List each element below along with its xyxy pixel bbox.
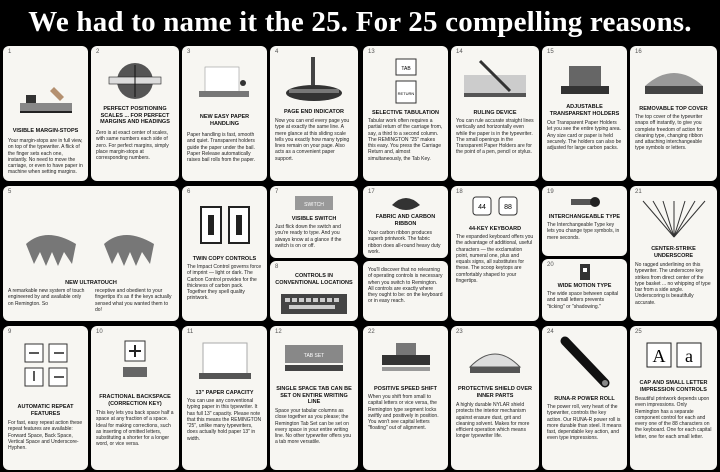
- card-body: Just flick down the switch and you're ready to type. And you always know at a glance if the switch is on or off.: [275, 224, 342, 249]
- feature-card-5: [3, 186, 179, 321]
- feature-card-16: [630, 46, 717, 181]
- feature-card-21: [630, 186, 717, 321]
- card-body: The expanded keyboard offers you the advantage of additional, useful characters — the exclamation point, numeral one, plus and equals signs, all substitutes for these. The scoop keytops are comfortably shaped to your fingertips.: [456, 234, 534, 285]
- card-number: 21: [635, 189, 642, 195]
- card-number: 1: [8, 49, 12, 55]
- feature-card-11: [182, 326, 267, 470]
- card-number: 22: [368, 329, 375, 335]
- card-body: The power roll, very heart of the typewriter, controls the key action. Our RUNA-R power roll is more durable than steel. It means fast, dependable key action, and even type impressions.: [547, 404, 622, 442]
- card-title: ADJUSTABLE TRANSPARENT HOLDERS: [549, 104, 620, 117]
- feature-card-8: [270, 261, 358, 321]
- small-letter-sample: a: [684, 346, 693, 366]
- card-number: 23: [456, 329, 463, 335]
- speed-shift-illustration: [363, 336, 448, 384]
- paper-capacity-illustration: [182, 340, 267, 386]
- key-88-label: 88: [504, 204, 512, 211]
- card-title: PAGE END INDICATOR: [284, 109, 344, 115]
- capital-letter-sample: A: [652, 346, 665, 366]
- card-body: The Interchangeable Type key lets you change type symbols, in mere seconds.: [547, 222, 620, 241]
- feature-card-18: [451, 186, 539, 321]
- card-body-right: receptive and obedient to your fingertips it's as if the keys actually sensed what you wanted them to do!: [95, 288, 172, 313]
- feature-card-3: [182, 46, 267, 181]
- card-body: This key lets you back space half a space at any fraction of a space. Ideal for making corrections, such as inserting of omitted letters, substituting a shorter for a longer word, or vice versa.: [96, 410, 174, 448]
- card-number: 24: [547, 329, 554, 335]
- paper-handling-illustration: [182, 60, 267, 110]
- card-body: Beautiful printwork depends upon even impressions. Only Remington has a separate component control for each and every one of the 88 characters on the keyboard. One for each capital letter, one for each small letter.: [635, 396, 712, 440]
- card-body: Your margin-stops are in full view, on top of the typewriter. A flick of the finger sets each one, instantly. No need to move the carriage, or even to have paper in machine when setting margins.: [8, 138, 83, 176]
- tab-set-illustration: [270, 334, 358, 380]
- card-body: For fast, easy repeat action these repeat features are available: Forward Space, Back Space, Vertical Space and Underscore-Hyphen.: [8, 420, 83, 452]
- feature-card-2: [91, 46, 179, 181]
- card-number: 7: [275, 189, 279, 195]
- feature-card-4: [270, 46, 358, 181]
- keyboard-keys-illustration: [451, 190, 539, 224]
- card-number: 14: [456, 49, 463, 55]
- card-title: FABRIC AND CARBON RIBBON: [375, 214, 436, 227]
- top-cover-illustration: [630, 58, 717, 102]
- headline: We had to name it the 25. For 25 compelling reasons.: [28, 5, 692, 38]
- card-body: When you shift from small to capital letters or vice versa, the Remington type segment locks swiftly and positively in position. You won't see capital letters "floating" out of alignment.: [368, 394, 439, 432]
- card-number: 20: [547, 262, 554, 268]
- card-title: NEW EASY PAPER HANDLING: [199, 114, 250, 127]
- card-title: WIDE MOTION TYPE: [557, 283, 612, 289]
- card-title: INTERCHANGEABLE TYPE: [548, 214, 621, 220]
- card-body: Now you can end every page you type at exactly the same line. A mere glance at this sliding scale tells you exactly how many typing lines remain on your page. Also acts as a convenient paper support.: [275, 118, 350, 162]
- card-number: 19: [547, 189, 554, 195]
- card-number: 9: [8, 329, 12, 335]
- card-body: You can rule accurate straight lines vertically and horizontally even while the paper is in the typewriter. The small openings in the Transparent Paper Holders are for the point of a pen, pencil or stylus.: [456, 118, 534, 156]
- card-number: 18: [456, 189, 463, 195]
- card-body: Tabular work often requires a partial return of the carriage from, say, a third to a second column. The REMINGTON "25" makes this easy. You press the Carriage Return and, almost simultaneously, the Tab Key.: [368, 118, 443, 162]
- feature-card-25: [630, 326, 717, 470]
- card-title: POSITIVE SPEED SHIFT: [374, 386, 437, 392]
- card-title: VISIBLE SWITCH: [291, 216, 337, 222]
- repeat-keys-illustration: [3, 338, 88, 392]
- key-44-label: 44: [478, 204, 486, 211]
- card-title: FRACTIONAL BACKSPACE (CORRECTION KEY): [99, 394, 171, 407]
- feature-card-15: [542, 46, 627, 181]
- margin-stops-illustration: [3, 76, 88, 126]
- card-title: 13" PAPER CAPACITY: [195, 390, 254, 396]
- feature-card-10: [91, 326, 179, 470]
- card-body: Paper handling is fast, smooth and quiet. Transparent holders guide the paper under the bail. Paper Release automatically raises bail rolls from the paper.: [187, 132, 256, 164]
- card-body: You can use any conventional typing paper in this typewriter. It has full 13" capacity. Please note that this means the REMINGTON "25", unlike many typewriters, does actually hold paper 13" in width.: [187, 398, 262, 442]
- feature-card-20: [542, 259, 627, 321]
- feature-card-17: [363, 186, 448, 258]
- type-basket-illustration: [630, 196, 717, 240]
- feature-card-14: [451, 46, 539, 181]
- card-number: 17: [368, 189, 375, 195]
- feature-card-24: [542, 326, 627, 470]
- card-title: SELECTIVE TABULATION: [371, 110, 440, 116]
- keyboard-controls-illustration: [270, 291, 358, 317]
- card-title: PROTECTIVE SHIELD OVER INNER PARTS: [458, 386, 532, 399]
- feature-card-19: [542, 186, 627, 256]
- card-title: CENTER-STRIKE UNDERSCORE: [651, 246, 696, 259]
- card-body: Our Transparent Paper Holders let you see the entire typing area. Any size card or paper is held securely. The holders can also be adjusted for large carbon packs.: [547, 120, 622, 152]
- card-title: NEW ULTRATOUCH: [65, 280, 117, 286]
- positioning-scale-illustration: [91, 56, 179, 106]
- tab-set-key-label: TAB SET: [303, 353, 325, 359]
- card-number: 8: [275, 264, 279, 270]
- ultratouch-hands-illustration: [3, 222, 179, 272]
- card-number: 15: [547, 49, 554, 55]
- controls-note-card: [363, 261, 448, 321]
- card-number: 2: [96, 49, 100, 55]
- feature-card-9: [3, 326, 88, 470]
- card-body: A highly durable NYLAR shield protects the interior mechanism against erasure dust, grit and cleaning solvent. Makes for more efficient operation which means longer typewriter life.: [456, 402, 530, 440]
- card-title: CAP AND SMALL LETTER IMPRESSION CONTROLS: [639, 380, 708, 393]
- card-title: AUTOMATIC REPEAT FEATURES: [17, 404, 74, 417]
- card-number: 11: [187, 329, 194, 335]
- card-number: 3: [187, 49, 191, 55]
- svg-text:TAB: TAB: [400, 66, 411, 72]
- ruling-device-illustration: [451, 54, 539, 108]
- card-title: PERFECT POSITIONING SCALES ... FOR PERFECT MARGINS AND HEADINGS: [100, 106, 170, 126]
- card-body-left: A remarkable new system of touch engineered by and available only on Remington. So: [8, 288, 85, 307]
- card-number: 4: [275, 49, 279, 55]
- feature-card-1: [3, 46, 88, 181]
- switch-panel-label: SWITCH: [304, 202, 324, 208]
- card-body: Your carbon ribbon produces superb printwork. The fabric ribbon does all-round heavy duty work.: [368, 230, 441, 255]
- ribbon-illustration: [363, 190, 448, 214]
- backspace-key-illustration: [91, 336, 179, 384]
- card-title: SINGLE SPACE TAB CAN BE SET ON ENTIRE WRITING LINE: [276, 386, 352, 406]
- card-title: 44-KEY KEYBOARD: [468, 226, 522, 232]
- card-number: 13: [368, 49, 375, 55]
- card-body: No ragged underlining on this typewriter. The underscore key strikes from direct center of the type basket ... no whipping of type bar from a side angle. Underscoring is beautifully accurate.: [635, 262, 711, 306]
- feature-card-13: [363, 46, 448, 181]
- feature-card-7: [270, 186, 358, 258]
- card-body: You'll discover that no relearning of operating controls is necessary when you switch to Remington. All controls are exactly where they ought to be: on the keyboard or in easy reach.: [368, 267, 443, 305]
- card-title: TWIN COPY CONTROLS: [192, 256, 257, 262]
- letter-impression-illustration: [630, 336, 717, 378]
- wide-motion-type-illustration: [542, 261, 627, 283]
- feature-card-12: [270, 326, 358, 470]
- card-title: REMOVABLE TOP COVER: [639, 106, 708, 112]
- card-body: The top cover of the typewriter snaps off instantly, to give you complete freedom of action for cleaning type, changing ribbon and attaching interchangeable type symbols or letters.: [635, 114, 703, 152]
- card-title: CONTROLS IN CONVENTIONAL LOCATIONS: [275, 273, 353, 286]
- feature-card-22: [363, 326, 448, 470]
- card-number: 6: [187, 189, 191, 195]
- card-body: Space your tabular columns as close together as you please; the Remington Tab Set can be set on every space in your entire writing line. No other typewriter offers you a tab more versatile.: [275, 408, 352, 446]
- card-number: 25: [635, 329, 642, 335]
- switch-illustration: [270, 192, 358, 216]
- feature-grid: [3, 46, 717, 470]
- card-body: Zero is at exact center of scales, with same numbers each side of zero. For perfect margins, simply place margin-stops at corresponding numbers.: [96, 130, 169, 162]
- copy-controls-illustration: [182, 200, 267, 250]
- transparent-holders-illustration: [542, 58, 627, 102]
- interchangeable-type-illustration: [542, 190, 627, 214]
- feature-card-6: [182, 186, 267, 321]
- card-title: VISIBLE MARGIN-STOPS: [12, 128, 79, 134]
- card-title: RUNA-R POWER ROLL: [554, 396, 615, 402]
- card-number: 12: [275, 329, 282, 335]
- feature-card-23: [451, 326, 539, 470]
- page-end-indicator-illustration: [270, 54, 358, 106]
- card-number: 5: [8, 189, 12, 195]
- svg-text:RETURN: RETURN: [397, 91, 414, 96]
- power-roll-illustration: [542, 332, 627, 392]
- card-number: 16: [635, 49, 642, 55]
- page-gutter: [358, 46, 360, 470]
- protective-shield-illustration: [451, 336, 539, 384]
- card-body: The wide space between capital and small letters prevents "ticking" or "shadowing.": [547, 291, 619, 310]
- card-body: The Impact Control governs force of imprint — light or dark. The Carbon Control provides for the thickness of carbon pack. Together they spell quality printwork.: [187, 264, 262, 302]
- tab-key-illustration: [363, 54, 448, 108]
- card-number: 10: [96, 329, 103, 335]
- card-title: RULING DEVICE: [473, 110, 517, 116]
